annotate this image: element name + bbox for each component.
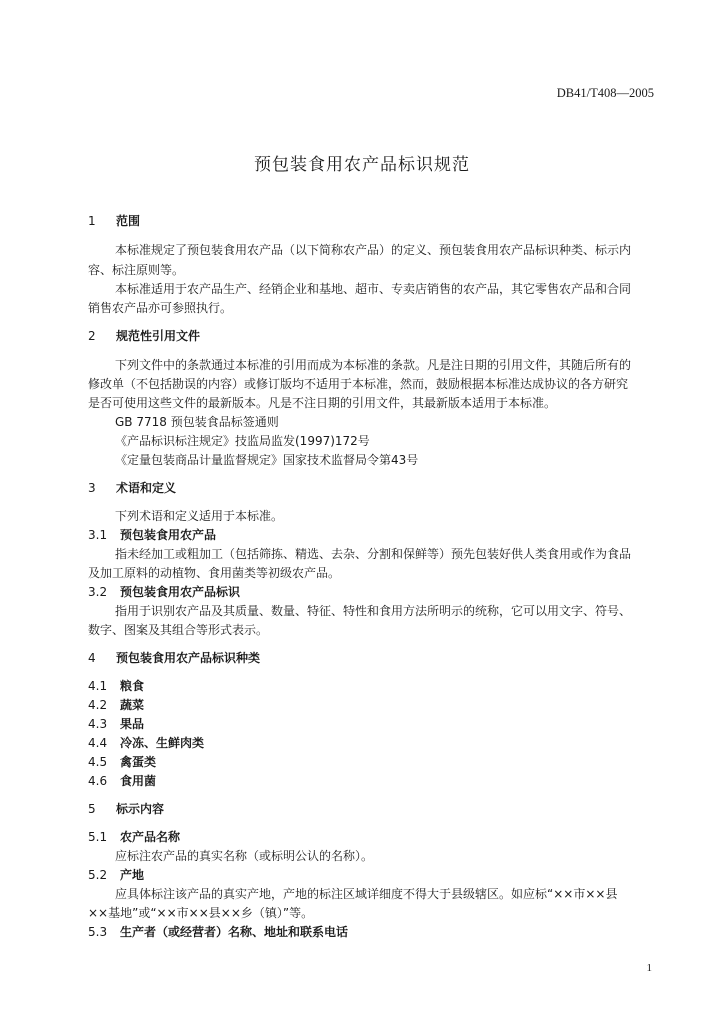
- subsection-5-3-heading: [88, 923, 658, 940]
- section-title: 术语和定义: [116, 481, 177, 495]
- section-title: 规范性引用文件: [116, 329, 201, 343]
- paragraph-line: 应具体标注该产品的真实产地，产地的标注区域详细度不得大于县级辖区。如应标“××市××县: [115, 887, 618, 901]
- subsection-5-2-heading: [88, 866, 658, 883]
- item-number: 4.4: [88, 736, 108, 750]
- subsection-title: 产地: [120, 868, 145, 882]
- subsection-3-1-heading: [88, 526, 658, 543]
- item-number: 4.3: [88, 717, 108, 731]
- paragraph-line: 修改单（不包括勘误的内容）或修订版均不适用于本标准，然而，鼓励根据本标准达成协议的各方研究: [88, 377, 629, 391]
- item-label: 禽蛋类: [120, 755, 157, 769]
- subsection-number: 5.1: [88, 830, 108, 844]
- document-code: DB41/T408—2005: [556, 86, 654, 100]
- list-item: [88, 734, 658, 751]
- item-label: 冷冻、生鲜肉类: [120, 736, 205, 750]
- reference-item: 《定量包装商品计量监督规定》国家技术监督局令第43号: [115, 453, 419, 467]
- page-title: 预包装食用农产品标识规范: [254, 155, 470, 175]
- reference-item: 《产品标识标注规定》技监局监发(1997)172号: [115, 434, 370, 448]
- subsection-number: 3.1: [88, 528, 108, 542]
- item-number: 4.2: [88, 698, 108, 712]
- section-4-heading: [88, 649, 658, 666]
- paragraph-line: 本标准适用于农产品生产、经销企业和基地、超市、专卖店销售的农产品，其它零售农产品和合同: [115, 282, 632, 296]
- list-item: [88, 715, 658, 732]
- subsection-title: 生产者（或经营者）名称、地址和联系电话: [120, 925, 349, 939]
- section-1-heading: [88, 212, 658, 229]
- list-item: [88, 677, 658, 694]
- item-number: 4.5: [88, 755, 108, 769]
- section-5-heading: [88, 800, 658, 817]
- subsection-number: 3.2: [88, 585, 108, 599]
- section-2-heading: [88, 327, 658, 344]
- paragraph-line: 应标注农产品的真实名称（或标明公认的名称）。: [115, 849, 374, 863]
- subsection-title: 农产品名称: [120, 830, 181, 844]
- item-label: 蔬菜: [120, 698, 145, 712]
- item-number: 4.6: [88, 774, 108, 788]
- paragraph-line: 本标准规定了预包装食用农产品（以下简称农产品）的定义、预包装食用农产品标识种类、标示内: [115, 243, 632, 257]
- section-number: 1: [88, 214, 96, 228]
- page-number: 1: [646, 962, 652, 974]
- item-label: 粮食: [120, 679, 145, 693]
- list-item: [88, 696, 658, 713]
- paragraph-line: 容、标注原则等。: [88, 263, 185, 277]
- section-number: 4: [88, 651, 96, 665]
- section-number: 2: [88, 329, 96, 343]
- item-label: 果品: [120, 717, 145, 731]
- paragraph-line: 下列术语和定义适用于本标准。: [115, 509, 284, 523]
- paragraph-line: 及加工原料的动植物、食用菌类等初级农产品。: [88, 566, 341, 580]
- subsection-title: 预包装食用农产品标识: [120, 585, 241, 599]
- item-number: 4.1: [88, 679, 108, 693]
- section-number: 3: [88, 481, 96, 495]
- subsection-title: 预包装食用农产品: [120, 528, 217, 542]
- list-item: [88, 772, 658, 789]
- section-3-heading: [88, 479, 658, 496]
- section-title: 预包装食用农产品标识种类: [116, 651, 261, 665]
- paragraph-line: ××基地”或“××市××县××乡（镇）”等。: [88, 906, 314, 920]
- subsection-number: 5.2: [88, 868, 108, 882]
- section-title: 范围: [116, 214, 141, 228]
- paragraph-line: 数字、图案及其组合等形式表示。: [88, 623, 269, 637]
- item-label: 食用菌: [120, 774, 157, 788]
- list-item: [88, 753, 658, 770]
- subsection-3-2-heading: [88, 583, 658, 600]
- subsection-5-1-heading: [88, 828, 658, 845]
- section-number: 5: [88, 802, 96, 816]
- subsection-number: 5.3: [88, 925, 108, 939]
- paragraph-line: 指用于识别农产品及其质量、数量、特征、特性和食用方法所明示的统称，它可以用文字、符号、: [115, 604, 632, 618]
- paragraph-line: 是否可使用这些文件的最新版本。凡是不注日期的引用文件，其最新版本适用于本标准。: [88, 396, 557, 410]
- section-title: 标示内容: [116, 802, 165, 816]
- paragraph-line: 销售农产品亦可参照执行。: [88, 301, 233, 315]
- reference-item: GB 7718 预包装食品标签通则: [115, 415, 279, 429]
- paragraph-line: 下列文件中的条款通过本标准的引用而成为本标准的条款。凡是注日期的引用文件，其随后所有的: [115, 358, 632, 372]
- paragraph-line: 指未经加工或粗加工（包括筛拣、精选、去杂、分割和保鲜等）预先包装好供人类食用或作为食品: [115, 547, 632, 561]
